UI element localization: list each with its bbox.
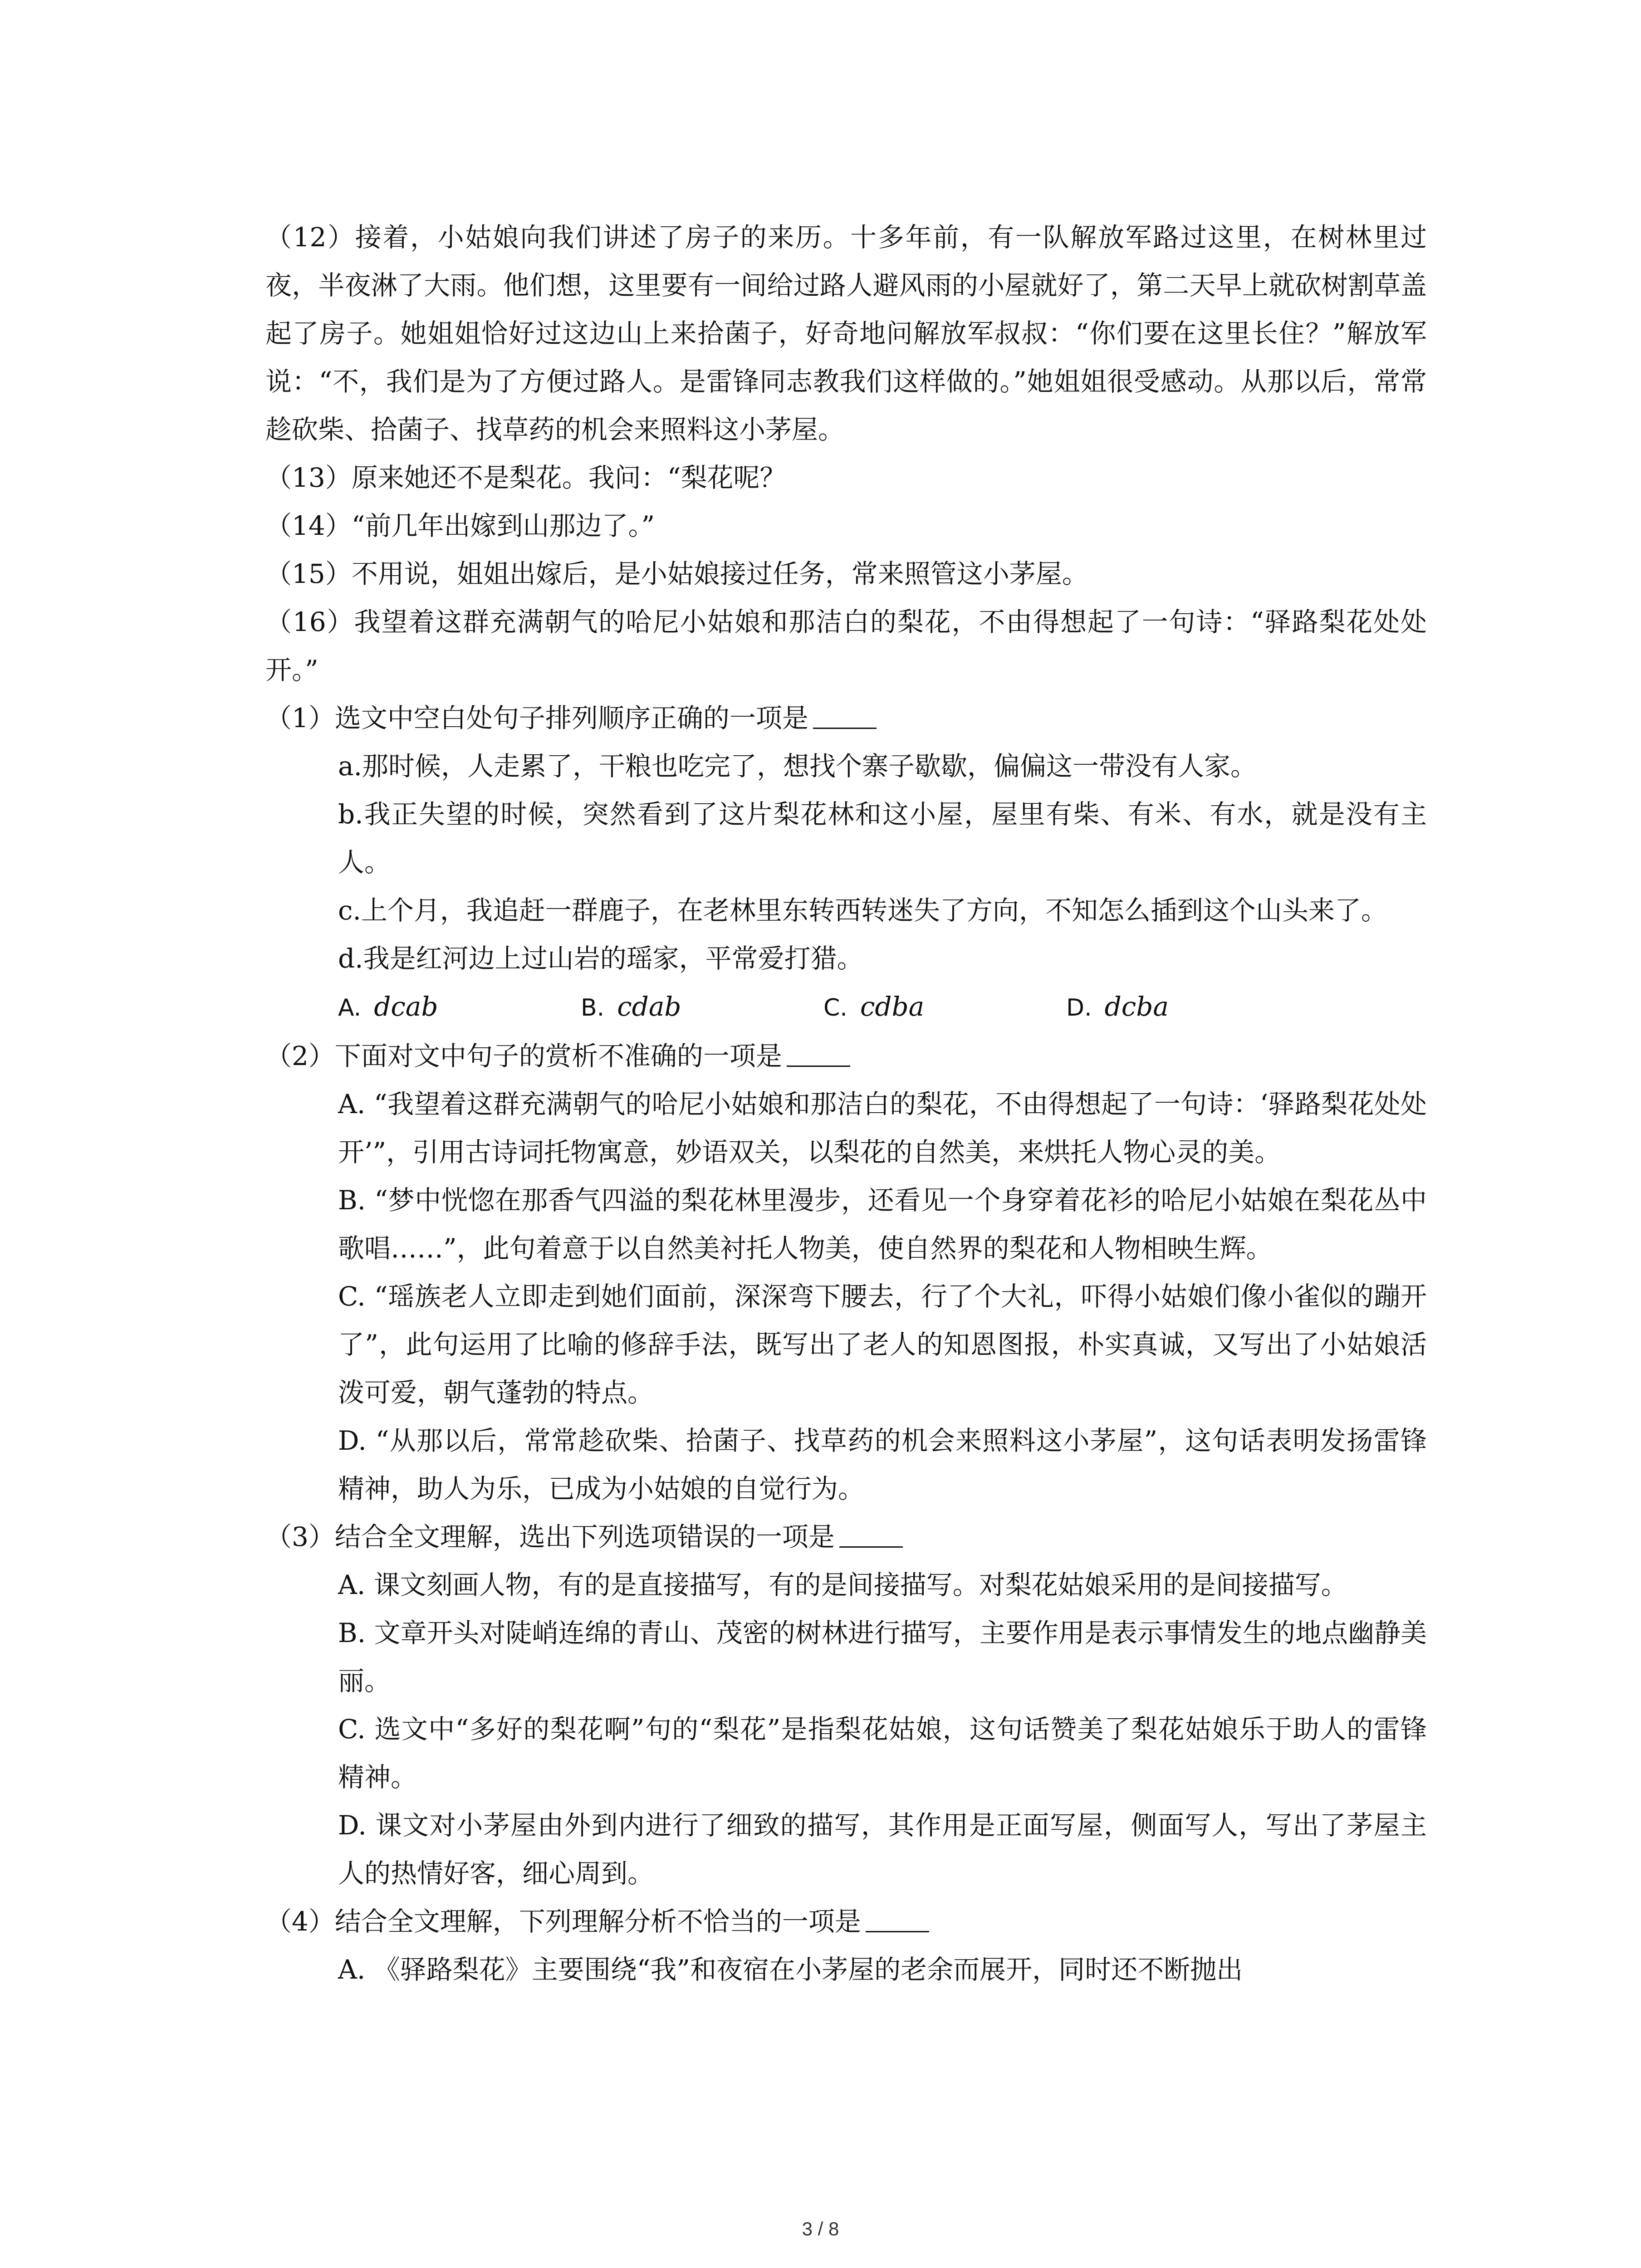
choice-value: dcba — [1104, 991, 1169, 1022]
question-4-option-a: A. 《驿路梨花》主要围绕“我”和夜宿在小茅屋的老余而展开，同时还不断抛出 — [338, 1954, 1243, 1985]
choice-d — [1066, 982, 1309, 1032]
paragraph-15: （15）不用说，姐姐出嫁后，是小姑娘接过任务，常来照管这小茅屋。 — [265, 558, 1088, 589]
question-3-option-a: A. 课文刻画人物，有的是直接描写，有的是间接描写。对梨花姑娘采用的是间接描写。 — [338, 1569, 1347, 1600]
choice-letter: D. — [1066, 994, 1092, 1022]
question-1-sentence-c: c.上个月，我追赶一群鹿子，在老林里东转西转迷失了方向，不知怎么插到这个山头来了。 — [338, 895, 1387, 926]
page-content — [265, 213, 1427, 1994]
question-2-text: （2）下面对文中句子的赏析不准确的一项是 — [265, 1041, 782, 1071]
choice-letter: A. — [338, 994, 362, 1022]
question-2-option-a: A. “我望着这群充满朝气的哈尼小姑娘和那洁白的梨花，不由得想起了一句诗：‘驿路梨花处处开’”，引用古诗词托物寓意，妙语双关，以梨花的自然美，来烘托人物心灵的美。 — [338, 1089, 1427, 1168]
paragraph-13: （13）原来她还不是梨花。我问：“梨花呢？ — [265, 462, 786, 493]
question-1-stem — [265, 694, 1427, 742]
question-3-option-b: B. 文章开头对陡峭连绵的青山、茂密的树林进行描写，主要作用是表示事情发生的地点幽静美丽。 — [338, 1618, 1427, 1696]
question-2-option-d: D. “从那以后，常常趁砍柴、拾菌子、找草药的机会来照料这小茅屋”，这句话表明发扬雷锋精神，助人为乐，已成为小姑娘的自觉行为。 — [338, 1425, 1427, 1504]
choice-c — [823, 982, 1066, 1032]
answer-blank — [787, 1038, 850, 1067]
paragraph-16: （16）我望着这群充满朝气的哈尼小姑娘和那洁白的梨花，不由得想起了一句诗：“驿路梨花处处开。” — [265, 606, 1427, 685]
question-1-choices — [265, 982, 1427, 1032]
answer-blank — [813, 700, 877, 729]
question-3-stem — [265, 1513, 1427, 1561]
answer-blank — [839, 1519, 903, 1548]
question-1-sentence-d: d.我是红河边上过山岩的瑶家，平常爱打猎。 — [338, 943, 863, 974]
choice-letter: B. — [581, 994, 605, 1022]
choice-letter: C. — [823, 994, 847, 1022]
question-4-stem — [265, 1897, 1427, 1945]
answer-blank — [866, 1904, 929, 1932]
question-1-sentence-a: a.那时候，人走累了，干粮也吃完了，想找个寨子歇歇，偏偏这一带没有人家。 — [338, 751, 1257, 782]
paragraph-14: （14）“前几年出嫁到山那边了。” — [265, 510, 655, 541]
choice-b — [581, 982, 823, 1032]
choice-value: cdab — [617, 991, 681, 1022]
question-1-sentence-b: b.我正失望的时候，突然看到了这片梨花林和这小屋，屋里有柴、有米、有水，就是没有主人。 — [338, 799, 1427, 878]
page-number: 3 / 8 — [802, 2218, 839, 2239]
question-2-stem — [265, 1032, 1427, 1080]
question-3-option-c: C. 选文中“多好的梨花啊”句的“梨花”是指梨花姑娘，这句话赞美了梨花姑娘乐于助人的雷锋精神。 — [338, 1714, 1427, 1793]
question-2-option-b: B. “梦中恍惚在那香气四溢的梨花林里漫步，还看见一个身穿着花衫的哈尼小姑娘在梨花丛中歌唱……”，此句着意于以自然美衬托人物美，使自然界的梨花和人物相映生辉。 — [338, 1185, 1427, 1264]
question-1-text: （1）选文中空白处句子排列顺序正确的一项是 — [265, 703, 808, 733]
choice-value: dcab — [374, 991, 438, 1022]
question-4-text: （4）结合全文理解，下列理解分析不恰当的一项是 — [265, 1906, 861, 1937]
question-2-option-c: C. “瑶族老人立即走到她们面前，深深弯下腰去，行了个大礼，吓得小姑娘们像小雀似的蹦开了”，此句运用了比喻的修辞手法，既写出了老人的知恩图报，朴实真诚，又写出了小姑娘活泼可爱，朝气蓬勃的特点。 — [338, 1281, 1427, 1408]
question-3-option-d: D. 课文对小茅屋由外到内进行了细致的描写，其作用是正面写屋，侧面写人，写出了茅屋主人的热情好客，细心周到。 — [338, 1810, 1427, 1889]
choice-value: cdba — [860, 991, 925, 1022]
choice-a — [338, 982, 581, 1032]
question-3-text: （3）结合全文理解，选出下列选项错误的一项是 — [265, 1521, 835, 1552]
paragraph-12: （12）接着，小姑娘向我们讲述了房子的来历。十多年前，有一队解放军路过这里，在树林里过夜，半夜淋了大雨。他们想，这里要有一间给过路人避风雨的小屋就好了，第二天早上就砍树割草盖起了房子。她姐姐恰好过这边山上来拾菌子，好奇地问解放军叔叔：“你们要在这里长住？”解放军说：“不，我们是为了方便过路人。是雷锋同志教我们这样做的。”她姐姐很受感动。从那以后，常常趁砍柴、拾菌子、找草药的机会来照料这小茅屋。 — [265, 222, 1427, 445]
